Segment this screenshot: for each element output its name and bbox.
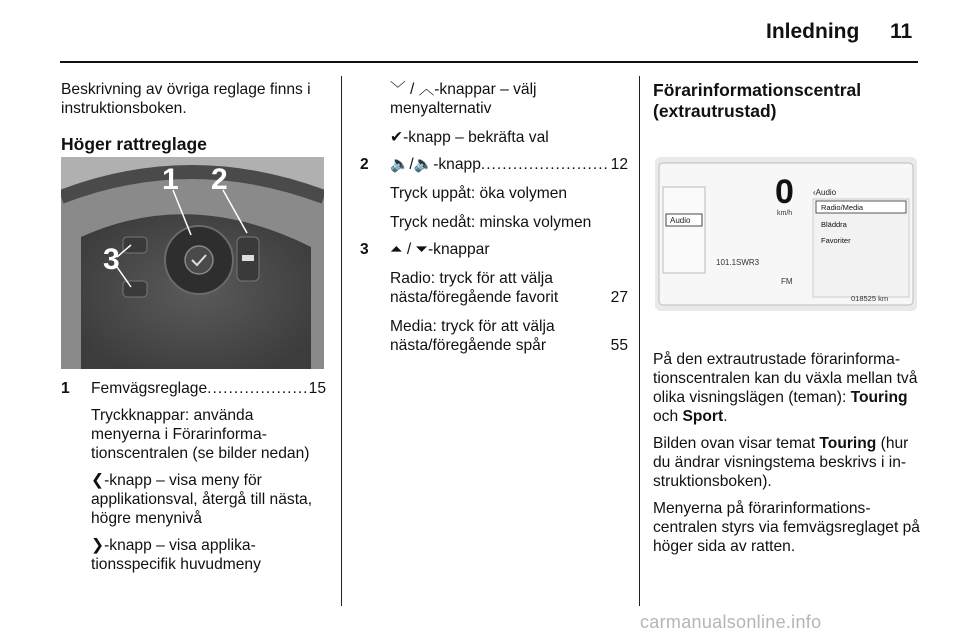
shown-text-c: (hur du ändrar visningstema beskrivs i instruktionsboken).: [653, 435, 909, 490]
item-2-leader: [481, 155, 609, 174]
item-3-sep: /: [402, 241, 416, 258]
column-divider-1: [341, 76, 342, 606]
column-1: [61, 80, 326, 155]
updown-desc: -knappar – välj menyalternativ: [390, 81, 537, 117]
section-heading-steering-controls: Höger rattreglage: [61, 134, 207, 154]
item-1-page: 15: [308, 380, 326, 397]
item-1-title-line: [91, 379, 326, 398]
item-2-page: 12: [610, 156, 628, 173]
item-1-number: 1: [61, 380, 70, 397]
callout-2: 2: [211, 163, 228, 196]
shown-text-a: Bilden ovan visar temat: [653, 435, 820, 452]
updown-buttons-paragraph: [360, 80, 628, 147]
display-speed: 0: [775, 173, 794, 211]
display-band: FM: [781, 277, 793, 286]
column-3: [653, 80, 921, 122]
item-2: [360, 155, 628, 232]
volume-up-icon: 🔈: [390, 155, 410, 173]
themes-text-a: På den extrautrustade förarinformationscentralen kan du växla mellan två olika visningslägen (teman):: [653, 351, 918, 406]
item-3-media-page: 55: [610, 337, 628, 354]
item-1: [61, 379, 326, 574]
item-1-right-button-text: [91, 536, 326, 574]
display-illustration: [655, 157, 917, 311]
item-1-label: Femvägsreglage: [91, 380, 208, 397]
chevron-up-icon: ︿: [418, 80, 435, 98]
chevron-down-icon: ﹀: [390, 80, 406, 98]
steering-wheel-photo: [61, 157, 324, 369]
item-2-number: 2: [360, 156, 369, 173]
item-2-volume-up-text: Tryck uppåt: öka volymen: [390, 185, 568, 202]
item-2-volume-down-text: Tryck nedåt: minska volymen: [390, 214, 592, 231]
volume-down-icon: 🔈: [413, 155, 434, 173]
display-menu-item-2: Bläddra: [821, 220, 847, 229]
callout-3: 3: [103, 243, 120, 276]
item-3-label: -knappar: [427, 241, 490, 258]
display-left-item: Audio: [670, 216, 691, 225]
page-header-title: Inledning: [766, 20, 860, 43]
theme-touring: Touring: [850, 389, 908, 406]
theme-sport: Sport: [682, 408, 724, 425]
item-2-title-line: [390, 155, 628, 174]
item-1-left-button-text: [91, 471, 326, 528]
menus-paragraph: Menyerna på förarinformationscentralen styrs via femvägsreglaget på höger sida av ratten.: [653, 500, 920, 555]
display-speed-unit: km/h: [777, 210, 793, 217]
shown-theme-touring: Touring: [819, 435, 877, 452]
driver-info-display-photo: [655, 157, 917, 311]
item-2-sep: /: [409, 156, 414, 173]
themes-text-c: och: [653, 408, 683, 425]
footer-watermark: carmanualsonline.info: [640, 612, 822, 632]
themes-text-e: .: [723, 408, 728, 425]
ok-desc: -knapp – bekräfta val: [403, 129, 549, 146]
chevron-left-icon: ❮: [91, 471, 105, 489]
section-heading-driver-info-center: Förarinformationscentral (extrautrustad): [653, 80, 862, 121]
item-3-number: 3: [360, 241, 369, 258]
right-button-desc: -knapp – visa applikationsspecifik huvudmeny: [91, 537, 261, 573]
checkmark-icon: ✔: [390, 128, 404, 146]
display-odometer: 018525 km: [851, 294, 889, 303]
item-3-media-text: Media: tryck för att välja nästa/föregående spår: [390, 318, 555, 354]
display-menu-item-3: Favoriter: [821, 236, 851, 245]
display-station: 101.1SWR3: [716, 258, 760, 267]
column-3-text: [653, 350, 921, 556]
seek-down-icon: ⏷: [415, 240, 428, 258]
intro-paragraph: Beskrivning av övriga reglage finns i instruktionsboken.: [61, 81, 311, 117]
item-1-description: Tryckknappar: använda menyerna i Förarinformationscentralen (se bilder nedan): [91, 407, 310, 462]
display-themes-paragraph: [653, 350, 921, 426]
column-2: [360, 80, 628, 355]
item-3: [360, 240, 628, 355]
column-1-items: [61, 379, 326, 574]
item-3-radio-page: 27: [610, 289, 628, 306]
callout-1: 1: [162, 163, 179, 196]
updown-sep: /: [405, 81, 419, 98]
header-rule: [60, 61, 918, 63]
seek-up-icon: ⏶: [390, 240, 403, 258]
display-menu-item-1: Radio/Media: [821, 203, 864, 212]
chevron-right-icon: ❯: [91, 536, 105, 554]
display-back-label: ‹Audio: [813, 188, 837, 197]
item-3-radio-text: Radio: tryck för att välja nästa/föregående favorit: [390, 270, 559, 306]
item-1-leader: [207, 379, 306, 398]
left-button-desc: -knapp – visa meny för applikationsval, återgå till nästa, högre menynivå: [91, 472, 313, 527]
column-divider-2: [639, 76, 640, 606]
item-2-label: -knapp: [433, 156, 481, 173]
display-shown-paragraph: [653, 434, 921, 491]
steering-wheel-illustration: [61, 157, 324, 369]
page-number: 11: [890, 20, 913, 43]
